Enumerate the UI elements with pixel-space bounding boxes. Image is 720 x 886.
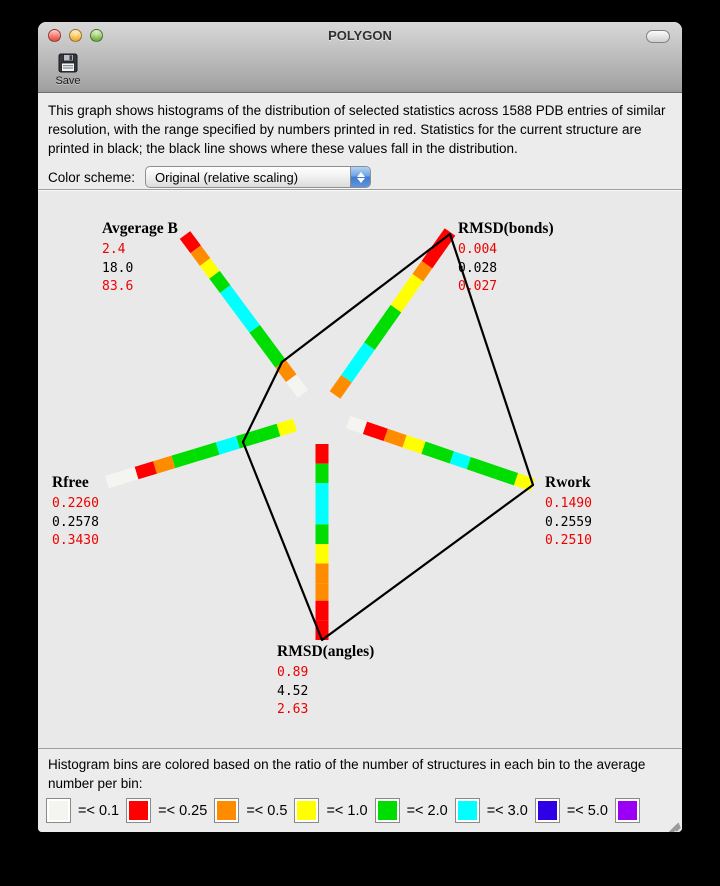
legend-swatch-color xyxy=(378,801,397,820)
legend-swatch-color xyxy=(49,801,68,820)
axis-current-avgb: 18.0 xyxy=(102,260,134,276)
save-button[interactable] xyxy=(48,52,88,87)
histogram-bin-rwork-green xyxy=(497,473,516,479)
dropdown-stepper-icon xyxy=(350,167,370,187)
legend-swatch-purple xyxy=(615,798,640,823)
histogram-bin-rfree-red xyxy=(136,467,154,473)
legend-label: =< 3.0 xyxy=(486,802,528,819)
legend-swatch-color xyxy=(129,801,148,820)
axis-max-bonds: 0.027 xyxy=(458,279,498,294)
histogram-bin-bonds-orange xyxy=(335,379,347,395)
histogram-bin-rfree-green xyxy=(238,436,258,442)
axis-label-angles xyxy=(277,643,374,720)
save-button-label: Save xyxy=(55,75,81,87)
traffic-lights xyxy=(48,29,103,42)
histogram-bin-avgb-orange xyxy=(196,249,205,262)
legend-swatch-blue xyxy=(535,798,560,823)
legend-label: =< 0.25 xyxy=(158,802,208,819)
color-scheme-row xyxy=(48,166,666,188)
histogram-bin-rwork-yellow xyxy=(405,441,424,447)
legend-row xyxy=(46,798,666,823)
axis-label-rfree xyxy=(52,474,99,551)
axis-max-angles: 2.63 xyxy=(277,702,309,717)
color-scheme-dropdown[interactable] xyxy=(145,166,371,188)
axis-title-avgb: Avgerage B xyxy=(102,220,178,237)
legend-swatch-cyan xyxy=(455,798,480,823)
legend-swatch-yellow xyxy=(294,798,319,823)
save-floppy-icon xyxy=(57,52,79,74)
legend-item-red xyxy=(126,798,214,823)
axis-current-rfree: 0.2578 xyxy=(52,514,99,530)
histogram-bin-avgb-cyan xyxy=(225,289,239,308)
toolbar-toggle-button[interactable] xyxy=(646,30,670,43)
histogram-bin-bonds-orange xyxy=(418,265,427,278)
legend-swatch-color xyxy=(297,801,316,820)
histogram-bin-rfree-cyan xyxy=(218,442,238,448)
legend-swatch-orange xyxy=(214,798,239,823)
histogram-bin-rfree-green xyxy=(195,448,217,455)
histogram-bin-avgb-white xyxy=(291,378,303,394)
axis-max-avgb: 83.6 xyxy=(102,279,134,294)
legend-label: =< 5.0 xyxy=(566,802,608,819)
histogram-bin-bonds-cyan xyxy=(358,346,370,362)
axis-title-rwork: Rwork xyxy=(545,474,591,491)
legend-label: =< 2.0 xyxy=(406,802,448,819)
histogram-bin-avgb-orange xyxy=(281,364,292,378)
axis-title-bonds: RMSD(bonds) xyxy=(458,220,554,237)
histogram-bin-rwork-orange xyxy=(386,435,405,441)
histogram-bin-rfree-yellow xyxy=(278,425,295,430)
axis-current-angles: 4.52 xyxy=(277,683,309,699)
axis-min-rwork: 0.1490 xyxy=(545,496,592,511)
histogram-bin-avgb-cyan xyxy=(239,308,254,329)
axis-label-bonds xyxy=(458,220,554,297)
axis-min-bonds: 0.004 xyxy=(458,242,498,257)
toolbar xyxy=(38,50,682,92)
histogram-bin-avgb-red xyxy=(185,235,196,249)
legend-item-blue xyxy=(535,798,615,823)
legend-swatch-color xyxy=(458,801,477,820)
axis-max-rwork: 0.2510 xyxy=(545,533,592,548)
axis-label-rwork xyxy=(545,474,592,551)
legend-item-purple xyxy=(615,798,640,823)
color-scheme-label: Color scheme: xyxy=(48,169,136,185)
zoom-button[interactable] xyxy=(90,29,103,42)
content xyxy=(38,93,682,832)
histogram-bin-bonds-cyan xyxy=(347,362,359,378)
legend-item-green xyxy=(375,798,455,823)
legend-label: =< 0.5 xyxy=(246,802,288,819)
legend-swatch-color xyxy=(538,801,557,820)
histogram-bin-avgb-green xyxy=(255,329,268,346)
legend-swatch-color xyxy=(217,801,236,820)
histogram-bin-bonds-green xyxy=(370,327,384,347)
histogram-bin-rfree-white xyxy=(107,473,136,482)
axis-max-rfree: 0.3430 xyxy=(52,533,99,548)
color-scheme-selected: Original (relative scaling) xyxy=(155,169,299,185)
axis-min-avgb: 2.4 xyxy=(102,242,126,257)
description-text: This graph shows histograms of the distribution of selected statistics across 1588 PDB entries of similar resolution, with the range specified by numbers printed in red. Statistics for the current structure are printed in black; the black line shows where these values fall in the distribution. xyxy=(48,103,666,156)
legend-item-yellow xyxy=(294,798,374,823)
histogram-bin-rwork-green xyxy=(469,463,497,473)
axis-min-rfree: 0.2260 xyxy=(52,496,99,511)
histogram-bin-bonds-yellow xyxy=(407,278,417,293)
polygon-window xyxy=(38,22,682,832)
axis-current-rwork: 0.2559 xyxy=(545,514,592,530)
titlebar[interactable] xyxy=(38,22,682,50)
histogram-bin-avgb-green xyxy=(268,346,281,363)
histogram-bin-avgb-yellow xyxy=(205,262,214,275)
close-button[interactable] xyxy=(48,29,61,42)
window-title: POLYGON xyxy=(328,28,392,43)
histogram-bin-avgb-green xyxy=(215,275,226,289)
histogram-bin-bonds-yellow xyxy=(396,292,408,308)
description-panel xyxy=(38,93,682,189)
legend-swatch-white xyxy=(46,798,71,823)
legend-swatch-color xyxy=(618,801,637,820)
minimize-button[interactable] xyxy=(69,29,82,42)
histogram-bin-rwork-green xyxy=(424,448,452,458)
axis-label-avgb xyxy=(102,220,178,297)
histogram-bin-bonds-green xyxy=(383,309,396,327)
axis-min-angles: 0.89 xyxy=(277,665,309,680)
legend-label: =< 0.1 xyxy=(78,802,120,819)
legend-item-orange xyxy=(214,798,294,823)
histogram-bin-rwork-red xyxy=(365,428,386,435)
legend-item-cyan xyxy=(455,798,535,823)
axis-title-angles: RMSD(angles) xyxy=(277,643,375,660)
legend-description-text: Histogram bins are colored based on the ratio of the number of structures in each bin to the average number per bin: xyxy=(48,757,646,791)
polygon-plot-panel xyxy=(38,189,682,749)
axis-current-bonds: 0.028 xyxy=(458,260,498,276)
histogram-bin-rwork-white xyxy=(348,422,365,428)
window-chrome xyxy=(38,22,682,93)
legend-label: =< 1.0 xyxy=(326,802,368,819)
legend-swatch-green xyxy=(375,798,400,823)
histogram-bin-rfree-orange xyxy=(155,462,173,468)
histogram-bin-rfree-green xyxy=(173,455,195,462)
histogram-bin-rfree-green xyxy=(258,430,278,436)
histogram-bin-rwork-cyan xyxy=(452,457,469,463)
legend-item-white xyxy=(46,798,126,823)
legend-panel xyxy=(38,749,682,832)
legend-swatch-red xyxy=(126,798,151,823)
axis-title-rfree: Rfree xyxy=(52,474,89,491)
resize-grip-icon[interactable] xyxy=(667,818,681,832)
